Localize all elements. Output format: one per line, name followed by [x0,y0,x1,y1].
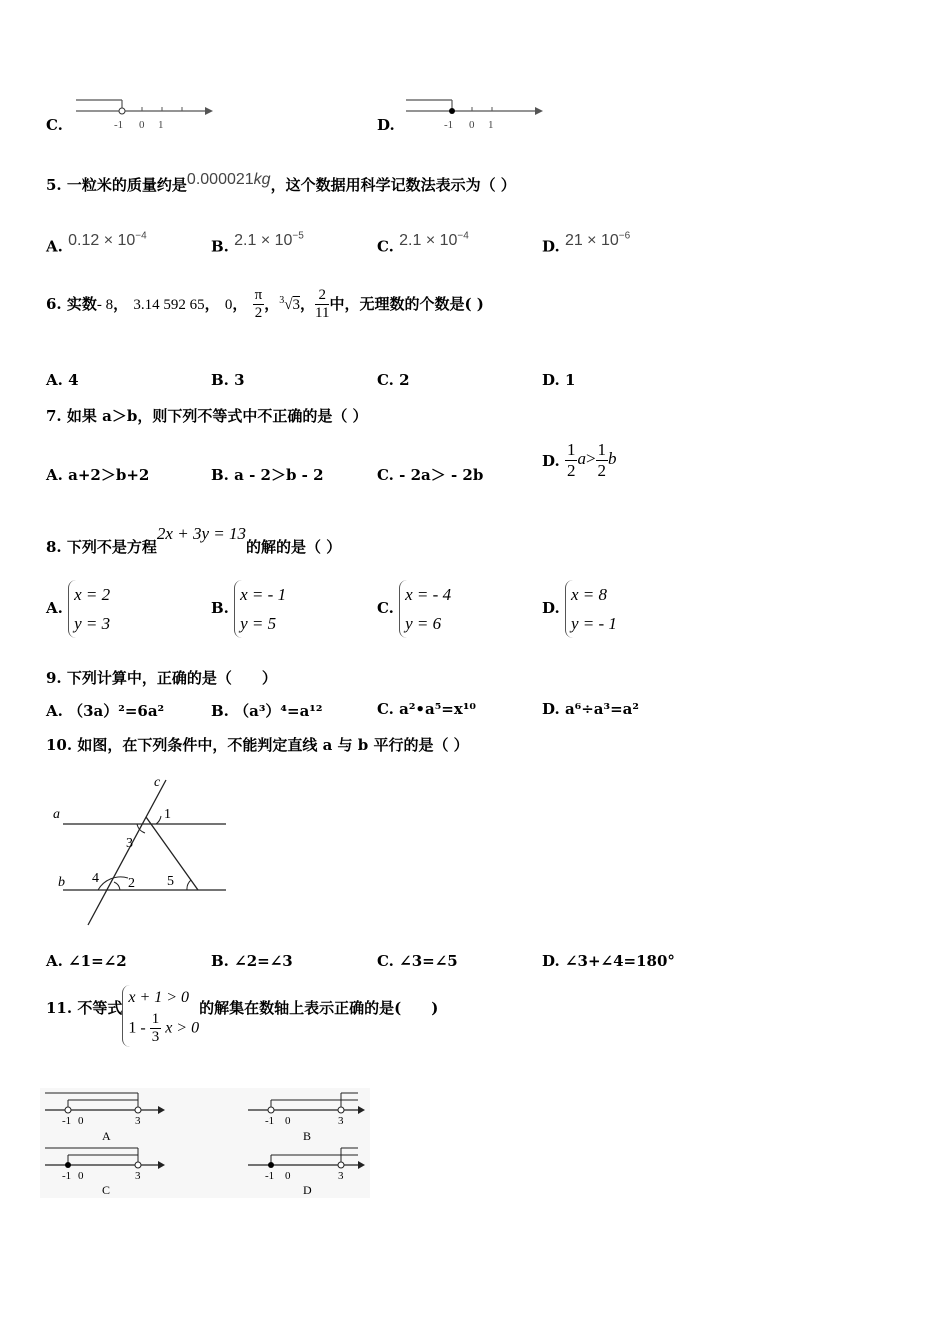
label-angle-3: 3 [126,836,133,851]
q6-cube-root: $^3$√3 [279,294,300,313]
q8-option-d[interactable]: D. x = 8 y = - 1 [542,580,617,638]
svg-text:0: 0 [78,1115,84,1127]
q11-label-a: A [102,1129,111,1143]
q5-option-d[interactable]: D. $21 \times 10^{-6}$ [542,231,631,256]
q6-option-d[interactable]: D. 1 [542,371,576,389]
q7-option-d[interactable]: D. $\frac{1}{2}$ a> $\frac{1}{2}$ b [542,440,617,480]
q11-label-b: B [303,1129,312,1143]
angle-2-arc [114,882,120,890]
q7-option-b[interactable]: B. a - 2＞b - 2 [211,466,324,484]
axis-arrow [535,107,543,115]
q6-option-c[interactable]: C. 2 [377,371,410,389]
label-angle-1: 1 [164,807,171,822]
q11-number: 11. [46,998,73,1017]
q6-number-2: 3.14 592 65 [133,296,205,313]
svg-text:0: 0 [78,1170,84,1182]
q5-value: 0.000021kg [186,171,271,188]
label-a: a [53,807,60,822]
question-11: 11. 不等式 x + 1 > 0 1 - $\frac{1}{3}$ x > 0 的解集在数轴上表示正确的是( ) [46,985,438,1047]
q11-label-d: D [303,1183,312,1197]
q6-stem-post: 中，无理数的个数是( ) [329,294,484,313]
q8-number: 8. [46,538,62,556]
label-angle-5: 5 [167,874,174,889]
question-8: 8. 下列不是方程2x + 3y = 13的解的是（ ） [46,524,342,556]
q7-option-c[interactable]: C. - 2a＞ - 2b [377,466,484,484]
q4-option-d-number-line [400,95,545,135]
q9-stem: 下列计算中，正确的是（ ） [66,669,277,687]
q4-option-c-number-line [70,95,215,135]
q9-option-d[interactable]: D. a⁶÷a³=a² [542,700,639,718]
q8-option-b[interactable]: B. x = - 1 y = 5 [211,580,286,638]
closed-point [449,108,455,114]
label-b: b [58,875,65,890]
q10-option-d[interactable]: D. ∠3+∠4=180° [542,952,675,970]
q6-number-3: 0 [224,296,233,313]
angle-5-arc [187,880,191,890]
q9-number: 9. [46,669,62,687]
line-c [88,780,166,925]
q5-stem-post: ，这个数据用科学记数法表示为（ ） [270,176,516,194]
q10-parallel-lines-figure [48,772,233,932]
label-angle-4: 4 [92,871,99,886]
svg-text:3: 3 [135,1170,141,1182]
svg-text:-1: -1 [265,1115,275,1127]
q8-option-c[interactable]: C. x = - 4 y = 6 [377,580,451,638]
tick-label: -1 [444,119,454,131]
svg-text:3: 3 [338,1115,344,1127]
q9-option-b[interactable]: B. （a³）⁴=a¹² [211,702,323,720]
tick-label: 0 [469,119,475,131]
q11-number-line-options [40,1088,370,1198]
svg-text:-1: -1 [62,1115,72,1127]
q5-option-c[interactable]: C. $2.1 \times 10^{-4}$ [377,231,469,256]
q6-option-b[interactable]: B. 3 [211,371,245,389]
q10-option-c[interactable]: C. ∠3=∠5 [377,952,458,970]
svg-text:3: 3 [135,1115,141,1127]
question-10 [46,734,469,755]
q10-number: 10. [46,736,73,754]
q4-option-c-label: C. [46,116,63,134]
q7-option-a[interactable]: A. a+2＞b+2 [46,466,150,484]
svg-text:-1: -1 [62,1170,72,1182]
question-9 [46,667,277,688]
tick-label: 1 [488,119,494,131]
open-point [119,108,125,114]
q9-option-c[interactable]: C. a²•a⁵=x¹⁰ [377,700,476,718]
q10-option-b[interactable]: B. ∠2=∠3 [211,952,293,970]
q7-stem: 如果 a＞b，则下列不等式中不正确的是（ ） [66,407,368,425]
angle-1-arc [156,816,161,824]
axis-arrow [205,107,213,115]
q7-number: 7. [46,407,62,425]
label-c: c [154,775,161,790]
q11-inequality-system: x + 1 > 0 1 - $\frac{1}{3}$ x > 0 [122,985,199,1047]
svg-text:3: 3 [338,1170,344,1182]
q5-stem-pre: 一粒米的质量约是 [66,176,187,194]
question-5 [46,171,516,195]
q9-option-a[interactable]: A. （3a）²=6a² [46,702,165,720]
q6-number-1: - 8 [96,296,114,313]
tick-label: 0 [139,119,145,131]
q10-stem: 如图，在下列条件中，不能判定直线 a 与 b 平行的是（ ） [77,736,469,754]
svg-text:0: 0 [285,1170,291,1182]
label-angle-2: 2 [128,876,135,891]
question-7 [46,405,368,426]
q6-number: 6. [46,294,62,313]
q5-option-b[interactable]: B. $2.1 \times 10^{-5}$ [211,231,304,256]
svg-text:0: 0 [285,1115,291,1127]
q5-number: 5. [46,176,62,194]
question-6: 6. 实数- 8， 3.14 592 65， 0， $\frac{\pi}{2}$ ，$^3$√3， $\frac{2}{11}$ 中，无理数的个数是( ) [46,287,484,322]
q5-option-a[interactable]: A. $0.12 \times 10^{-4}$ [46,231,147,256]
q4-option-d-label: D. [377,116,395,134]
q6-fraction-pi-over-2: $\frac{\pi}{2}$ [254,287,263,322]
q6-fraction-2-over-11: $\frac{2}{11}$ [315,287,330,322]
q10-option-a[interactable]: A. ∠1=∠2 [46,952,127,970]
q8-option-a[interactable]: A. x = 2 y = 3 [46,580,110,638]
q8-equation: 2x + 3y = 13 [156,524,246,543]
q11-label-c: C [102,1183,111,1197]
tick-label: -1 [114,119,124,131]
tick-label: 1 [158,119,164,131]
q6-option-a[interactable]: A. 4 [46,371,79,389]
svg-text:-1: -1 [265,1170,275,1182]
